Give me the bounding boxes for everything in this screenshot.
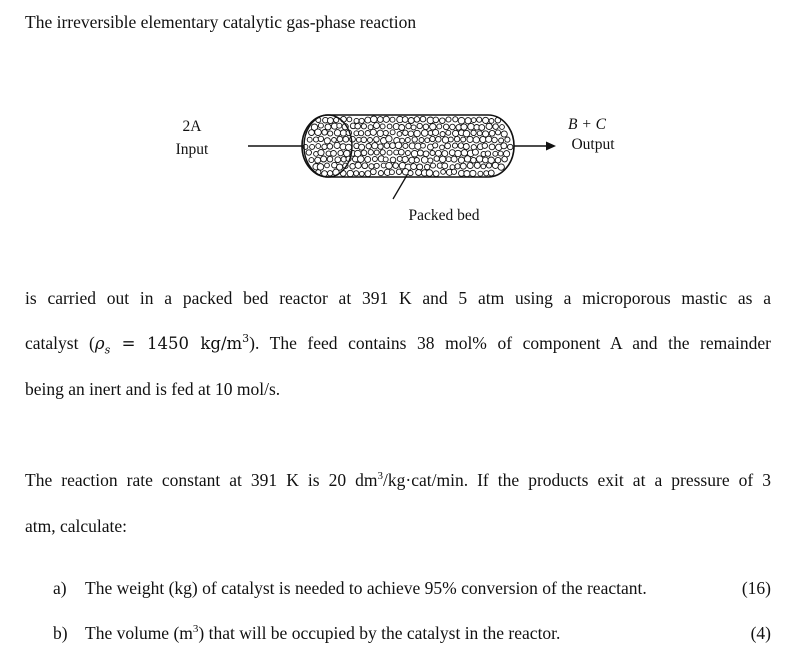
catalyst-particle — [421, 157, 428, 164]
catalyst-particle — [433, 129, 439, 135]
paragraph2-line1: The reaction rate constant at 391 K is 20 $dm^3/kg\cdot cat/\min$. If the products exit at a pressure of 3 — [25, 470, 771, 490]
catalyst-particle — [344, 150, 350, 156]
catalyst-particle — [481, 164, 486, 169]
catalyst-particle — [434, 156, 439, 161]
catalyst-particle — [442, 163, 448, 169]
catalyst-particle — [362, 163, 368, 169]
intro-text: The irreversible elementary catalytic gas-phase reaction — [25, 12, 417, 32]
catalyst-particle — [435, 150, 441, 156]
catalyst-particle — [408, 118, 414, 124]
catalyst-particle — [493, 124, 499, 130]
catalyst-particle — [387, 150, 392, 155]
catalyst-particle — [430, 136, 435, 141]
catalyst-particle — [460, 163, 466, 169]
catalyst-particle — [471, 118, 476, 123]
catalyst-particle — [464, 156, 470, 162]
catalyst-particle — [334, 142, 340, 148]
catalyst-particle — [321, 156, 327, 162]
catalyst-particle — [383, 130, 388, 135]
catalyst-particle — [412, 137, 417, 142]
catalyst-particle — [317, 164, 324, 171]
catalyst-particle — [428, 158, 433, 163]
catalyst-particle — [451, 156, 457, 162]
catalyst-particle — [370, 129, 376, 135]
catalyst-particle — [380, 150, 385, 155]
catalyst-particle — [389, 170, 394, 175]
catalyst-particle — [337, 136, 343, 142]
catalyst-particle — [365, 156, 371, 162]
catalyst-particle — [489, 119, 494, 124]
catalyst-particle — [505, 137, 510, 142]
catalyst-particle — [489, 144, 495, 150]
catalyst-particle — [408, 131, 414, 137]
catalyst-particle — [420, 116, 426, 122]
catalyst-particle — [423, 151, 429, 157]
catalyst-particle — [347, 117, 352, 122]
catalyst-particle — [451, 169, 456, 174]
catalyst-particle — [441, 170, 446, 175]
catalyst-particle — [341, 157, 346, 162]
catalyst-particle — [355, 162, 361, 168]
catalyst-particle — [474, 162, 480, 168]
catalyst-particle — [508, 144, 513, 149]
catalyst-particle — [436, 137, 442, 143]
catalyst-particle — [464, 171, 470, 177]
catalyst-particle — [403, 130, 408, 135]
catalyst-particle — [446, 157, 451, 162]
catalyst-particle — [416, 170, 422, 176]
question-b-marks: (4) — [750, 623, 771, 643]
catalyst-particle — [318, 123, 323, 128]
catalyst-particle — [406, 123, 411, 128]
catalyst-particle — [479, 125, 485, 131]
catalyst-particle — [384, 143, 390, 149]
catalyst-particle — [399, 125, 405, 131]
paragraph1-line3: being an inert and is fed at 10 mol/s. — [25, 379, 281, 399]
question-b-text: The volume $(m^3)$ that will be occupied by the catalyst in the reactor. — [85, 623, 561, 643]
catalyst-particle — [327, 118, 333, 124]
catalyst-particle — [309, 130, 315, 136]
catalyst-particle — [309, 158, 314, 163]
catalyst-particle — [325, 163, 330, 168]
catalyst-particle — [359, 144, 365, 150]
catalyst-particle — [421, 143, 426, 148]
catalyst-particle — [461, 124, 467, 130]
catalyst-particle — [366, 144, 371, 149]
catalyst-particle — [318, 136, 323, 141]
catalyst-particle — [498, 151, 503, 156]
catalyst-particle — [402, 117, 408, 123]
catalyst-particle — [482, 143, 487, 148]
catalyst-particle — [450, 124, 456, 130]
catalyst-particle — [378, 144, 383, 149]
catalyst-particle — [390, 117, 395, 122]
catalyst-particle — [477, 131, 482, 136]
catalyst-particle — [446, 117, 451, 122]
catalyst-particle — [478, 171, 483, 176]
catalyst-particle — [480, 136, 486, 142]
catalyst-particle — [440, 118, 446, 124]
catalyst-particle — [431, 163, 436, 168]
catalyst-particle — [328, 131, 333, 136]
catalyst-particle — [467, 163, 473, 169]
catalyst-particle — [417, 150, 423, 156]
catalyst-particle — [467, 136, 473, 142]
catalyst-particle — [414, 117, 420, 123]
catalyst-particle — [426, 170, 433, 177]
catalyst-particle — [403, 143, 408, 148]
catalyst-particle — [414, 158, 419, 163]
catalyst-particle — [374, 123, 380, 129]
catalyst-particle — [500, 125, 505, 130]
catalyst-particle — [455, 164, 460, 169]
catalyst-particle — [354, 118, 359, 123]
catalyst-particle — [361, 150, 367, 156]
catalyst-particle — [483, 157, 489, 163]
catalyst-particle — [485, 151, 490, 156]
catalyst-particle — [315, 157, 321, 163]
catalyst-particle — [488, 170, 494, 176]
catalyst-particle — [361, 137, 367, 143]
question-a-text: The weight (kg) of catalyst is needed to achieve 95% conversion of the reactant. — [85, 578, 647, 598]
catalyst-particle — [411, 150, 418, 157]
catalyst-particle — [405, 138, 410, 143]
catalyst-particle — [458, 117, 465, 124]
catalyst-particle — [411, 164, 417, 170]
packed-bed-label: Packed bed — [408, 207, 480, 224]
catalyst-particle — [390, 130, 395, 135]
catalyst-particle — [355, 123, 361, 129]
catalyst-particle — [322, 144, 327, 149]
catalyst-particle — [396, 169, 401, 174]
catalyst-particle — [394, 150, 399, 155]
catalyst-particle — [486, 163, 491, 168]
catalyst-particle — [452, 143, 457, 148]
catalyst-particle — [458, 157, 464, 163]
catalyst-particle — [371, 116, 378, 123]
catalyst-particle — [501, 131, 507, 137]
catalyst-particle — [439, 156, 445, 162]
catalyst-particle — [455, 150, 461, 156]
catalyst-particle — [488, 157, 494, 163]
catalyst-particle — [501, 143, 507, 149]
catalyst-particle — [383, 116, 389, 122]
catalyst-particle — [390, 143, 396, 149]
catalyst-particle — [337, 123, 342, 128]
catalyst-particle — [483, 117, 489, 123]
catalyst-particle — [316, 144, 321, 149]
catalyst-particle — [318, 150, 324, 156]
catalyst-particle — [374, 163, 379, 168]
catalyst-particle — [453, 130, 459, 136]
paragraph1-line2: catalyst ($\rho_s = 1450$ $kg/m^3$). The feed contains 38 mol% of component A and the remainder — [25, 332, 771, 357]
catalyst-particle — [442, 137, 448, 143]
catalyst-particle — [419, 138, 424, 143]
catalyst-particle — [347, 170, 353, 176]
catalyst-particle — [354, 171, 359, 176]
catalyst-particle — [359, 118, 364, 123]
catalyst-particle — [493, 151, 498, 156]
catalyst-particle — [496, 130, 501, 135]
catalyst-particle — [310, 144, 315, 149]
catalyst-particle — [414, 130, 420, 136]
catalyst-particle — [440, 132, 445, 137]
catalyst-particle — [359, 171, 364, 176]
catalyst-particle — [443, 124, 449, 130]
catalyst-particle — [368, 138, 373, 143]
catalyst-particle — [449, 150, 455, 156]
catalyst-particle — [472, 149, 478, 155]
catalyst-particle — [405, 151, 410, 156]
catalyst-particle — [468, 123, 475, 130]
catalyst-particle — [477, 156, 483, 162]
catalyst-particle — [471, 157, 477, 163]
catalyst-particle — [454, 136, 459, 141]
catalyst-particle — [461, 150, 467, 156]
catalyst-particle — [433, 143, 438, 148]
catalyst-particle — [374, 150, 379, 155]
catalyst-particle — [445, 143, 451, 149]
catalyst-particle — [338, 150, 343, 155]
catalyst-particle — [387, 124, 392, 129]
catalyst-particle — [307, 137, 312, 142]
catalyst-particles — [303, 116, 513, 177]
catalyst-particle — [425, 138, 430, 143]
catalyst-particle — [324, 138, 330, 144]
catalyst-particle — [386, 162, 393, 169]
catalyst-particle — [393, 163, 399, 169]
catalyst-particle — [395, 142, 402, 149]
catalyst-particle — [359, 131, 364, 136]
catalyst-particle — [417, 164, 423, 170]
catalyst-particle — [372, 157, 377, 162]
input-label: Input — [175, 141, 209, 158]
catalyst-particle — [327, 156, 333, 162]
catalyst-particle — [378, 171, 383, 176]
catalyst-particle — [408, 171, 413, 176]
catalyst-particle — [327, 171, 332, 176]
catalyst-particle — [425, 164, 430, 169]
catalyst-particle — [325, 124, 331, 130]
catalyst-particle — [370, 169, 376, 175]
catalyst-particle — [368, 150, 373, 155]
paragraph1-line1: is carried out in a packed bed reactor at 391 K and 5 atm using a microporous mastic as a — [25, 288, 771, 308]
catalyst-particle — [463, 130, 470, 137]
catalyst-particle — [423, 124, 429, 130]
question-a-label: a) — [53, 578, 67, 598]
input-species: 2A — [182, 118, 202, 135]
catalyst-particle — [471, 130, 476, 135]
catalyst-particle — [499, 138, 504, 143]
catalyst-particle — [377, 117, 383, 123]
catalyst-particle — [430, 151, 435, 156]
catalyst-particle — [315, 129, 322, 136]
catalyst-particle — [498, 164, 504, 170]
catalyst-particle — [322, 130, 328, 136]
question-a-marks: (16) — [741, 578, 771, 598]
paragraph2-line2: atm, calculate: — [25, 516, 128, 536]
catalyst-particle — [461, 137, 466, 142]
catalyst-particle — [377, 130, 383, 136]
catalyst-particle — [492, 137, 498, 143]
catalyst-particle — [453, 117, 458, 122]
catalyst-particle — [335, 157, 341, 163]
catalyst-particle — [473, 137, 479, 143]
catalyst-particle — [306, 150, 311, 155]
catalyst-particle — [383, 157, 388, 162]
catalyst-particle — [433, 171, 439, 177]
catalyst-particle — [411, 125, 416, 130]
catalyst-particle — [398, 149, 404, 155]
catalyst-particle — [365, 131, 370, 136]
catalyst-particle — [372, 143, 378, 149]
catalyst-particle — [463, 144, 469, 150]
catalyst-particle — [380, 124, 385, 129]
catalyst-particle — [350, 164, 356, 170]
catalyst-particle — [397, 156, 402, 161]
catalyst-particle — [346, 144, 352, 150]
catalyst-particle — [446, 130, 451, 135]
catalyst-particle — [433, 117, 439, 123]
catalyst-particle — [489, 130, 495, 136]
catalyst-particle — [465, 118, 471, 124]
output-arrow-head — [546, 142, 556, 151]
catalyst-particle — [421, 130, 428, 137]
question-b-label: b) — [53, 623, 68, 643]
catalyst-particle — [397, 132, 402, 137]
output-species: B + C — [567, 116, 607, 133]
catalyst-particle — [415, 143, 421, 149]
catalyst-particle — [417, 123, 422, 128]
catalyst-particle — [327, 144, 333, 150]
catalyst-particle — [386, 136, 392, 142]
catalyst-particle — [365, 117, 371, 123]
catalyst-particle — [332, 138, 337, 143]
catalyst-particle — [361, 124, 366, 129]
catalyst-particle — [390, 157, 396, 163]
catalyst-particle — [402, 156, 408, 162]
catalyst-particle — [448, 137, 453, 142]
catalyst-particle — [374, 137, 380, 143]
catalyst-particle — [470, 170, 476, 176]
output-label: Output — [571, 136, 615, 153]
catalyst-particle — [486, 136, 492, 142]
catalyst-particle — [502, 156, 508, 162]
catalyst-particle — [437, 124, 442, 129]
catalyst-particle — [334, 130, 340, 136]
catalyst-particle — [331, 151, 337, 157]
catalyst-particle — [458, 143, 464, 149]
catalyst-particle — [477, 117, 482, 122]
catalyst-particle — [358, 156, 365, 163]
catalyst-particle — [369, 164, 374, 169]
catalyst-particle — [486, 123, 492, 129]
catalyst-particle — [430, 124, 436, 130]
catalyst-particle — [492, 162, 498, 168]
catalyst-particle — [440, 145, 445, 150]
catalyst-particle — [343, 136, 349, 142]
